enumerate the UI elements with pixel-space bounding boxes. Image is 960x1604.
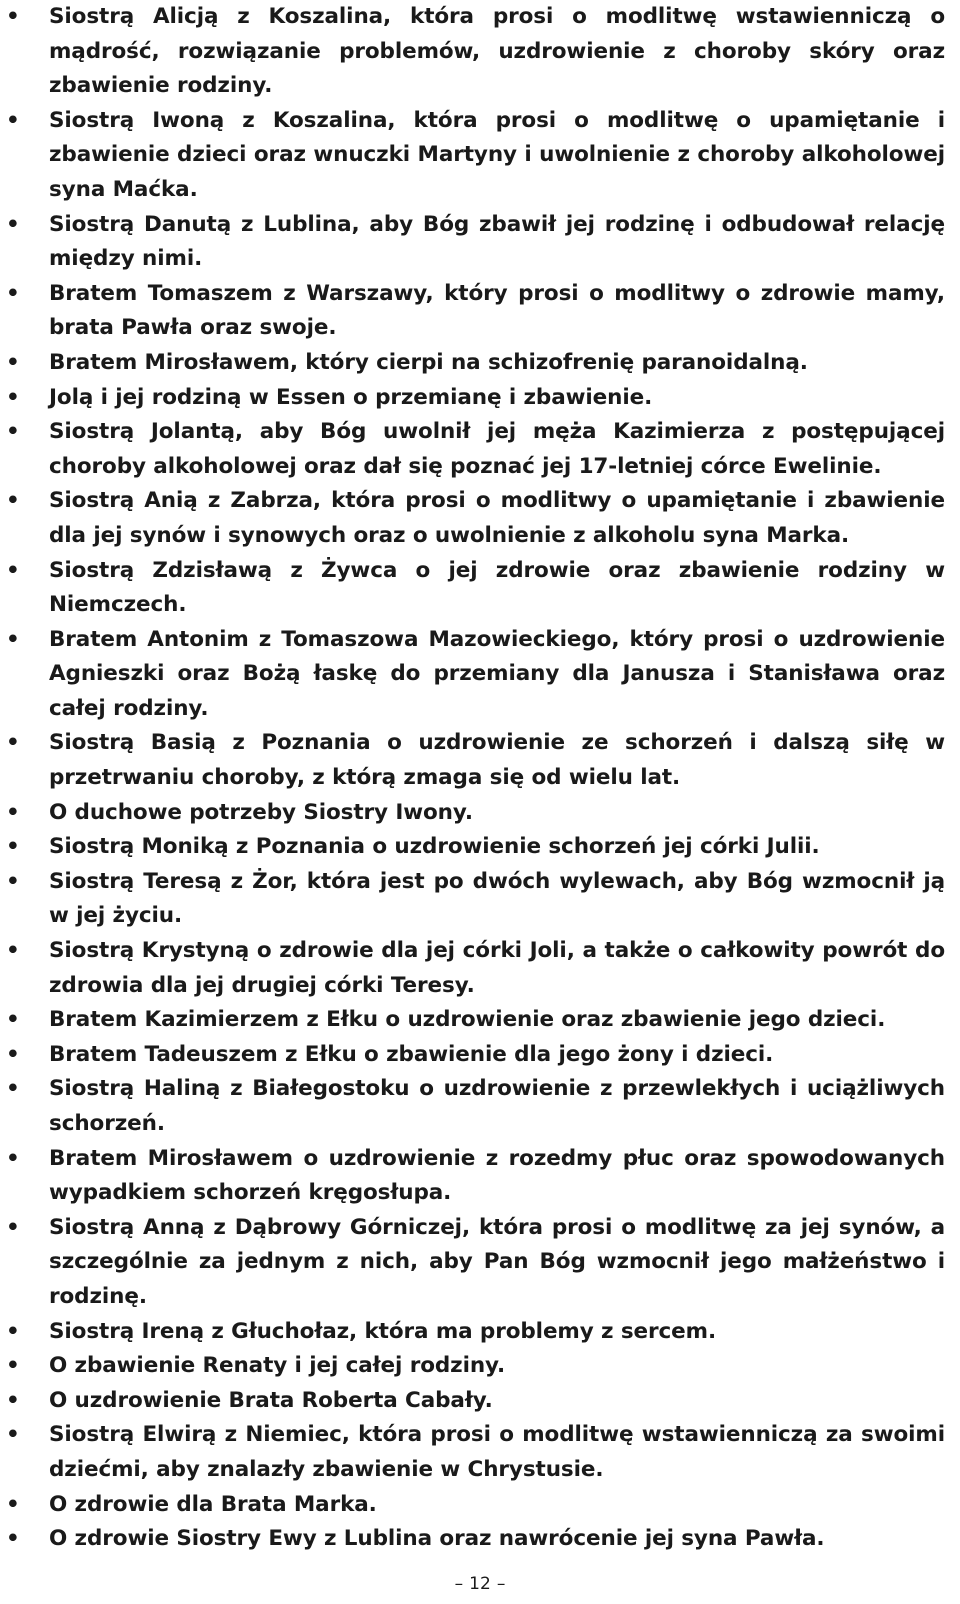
list-item xyxy=(0,830,960,865)
list-item xyxy=(0,796,960,831)
list-item-text: O zbawienie Renaty i jej całej rodziny. xyxy=(49,1353,506,1379)
bullet-icon: • xyxy=(6,626,20,652)
bullet-icon: • xyxy=(6,1353,20,1379)
list-item xyxy=(0,865,960,934)
page-number: 12 xyxy=(469,1574,491,1594)
list-item-text: O duchowe potrzeby Siostry Iwony. xyxy=(49,799,473,825)
list-item xyxy=(0,484,960,553)
list-item-text: Siostrą Krystyną o zdrowie dla jej córki Joli, a także o całkowity powrót do zdrowia dla jej drugiej córki Teresy. xyxy=(49,938,945,998)
list-item-text: Siostrą Haliną z Białegostoku o uzdrowienie z przewlekłych i uciążliwych schorzeń. xyxy=(49,1076,945,1136)
list-item xyxy=(0,1142,960,1211)
list-item-text: Siostrą Anną z Dąbrowy Górniczej, która prosi o modlitwę za jej synów, a szczególnie za jednym z nich, aby Pan Bóg wzmocnił jego małżeństwo i rodzinę. xyxy=(49,1214,945,1309)
bullet-icon: • xyxy=(6,1491,20,1517)
list-item-text: Bratem Antonim z Tomaszowa Mazowieckiego, który prosi o uzdrowienie Agnieszki oraz Bożą łaskę do przemiany dla Janusza i Stanisława oraz całej rodziny. xyxy=(49,626,945,721)
list-item xyxy=(0,346,960,381)
list-item xyxy=(0,1003,960,1038)
list-item xyxy=(0,1384,960,1419)
bullet-icon: • xyxy=(6,1526,20,1552)
list-item xyxy=(0,726,960,795)
list-item xyxy=(0,934,960,1003)
list-item-text: Siostrą Danutą z Lublina, aby Bóg zbawił jej rodzinę i odbudował relację między nimi. xyxy=(49,211,945,272)
list-item xyxy=(0,415,960,484)
list-item-text: O uzdrowienie Brata Roberta Cabały. xyxy=(49,1387,493,1413)
list-item-text: Bratem Tadeuszem z Ełku o zbawienie dla jego żony i dzieci. xyxy=(49,1041,774,1067)
list-item-text: O zdrowie dla Brata Marka. xyxy=(49,1491,377,1517)
list-item-text: Siostrą Jolantą, aby Bóg uwolnił jej męża Kazimierza z postępującej choroby alkoholowej oraz dał się poznać jej 17-letniej córce Ewelinie. xyxy=(49,419,945,479)
list-item-text: Bratem Mirosławem, który cierpi na schizofrenię paranoidalną. xyxy=(49,349,808,375)
list-item-text: Siostrą Alicją z Koszalina, która prosi o modlitwę wstawienniczą o mądrość, rozwiązanie problemów, uzdrowienie z choroby skóry oraz zbawienie rodziny. xyxy=(49,4,945,99)
bullet-icon: • xyxy=(6,557,20,583)
bullet-icon: • xyxy=(6,107,20,133)
list-item-text: Bratem Tomaszem z Warszawy, który prosi o modlitwy o zdrowie mamy, brata Pawła oraz swoje. xyxy=(49,280,945,341)
list-item-text: Bratem Kazimierzem z Ełku o uzdrowienie oraz zbawienie jego dzieci. xyxy=(49,1007,886,1033)
list-item-text: Siostrą Iwoną z Koszalina, która prosi o modlitwę o upamiętanie i zbawienie dzieci oraz wnuczki Martyny i uwolnienie z choroby alkoholowej syna Maćka. xyxy=(49,107,945,202)
bullet-icon: • xyxy=(6,1422,20,1448)
list-item-text: Siostrą Elwirą z Niemiec, która prosi o modlitwę wstawienniczą za swoimi dziećmi, aby znalazły zbawienie w Chrystusie. xyxy=(49,1422,945,1482)
bullet-icon: • xyxy=(6,211,20,237)
list-item-text: Siostrą Basią z Poznania o uzdrowienie ze schorzeń i dalszą siłę w przetrwaniu choroby, z którą zmaga się od wielu lat. xyxy=(49,730,945,791)
list-item xyxy=(0,1488,960,1523)
list-item xyxy=(0,104,960,208)
list-item xyxy=(0,1418,960,1487)
list-item xyxy=(0,1315,960,1350)
bullet-icon: • xyxy=(6,1387,20,1413)
bullet-icon: • xyxy=(6,834,20,860)
bullet-icon: • xyxy=(6,730,20,756)
list-item xyxy=(0,208,960,277)
list-item xyxy=(0,1072,960,1141)
list-item-text: Siostrą Ireną z Głuchołaz, która ma problemy z sercem. xyxy=(49,1318,717,1344)
list-item xyxy=(0,381,960,416)
bullet-icon: • xyxy=(6,1214,20,1240)
footer-dash-left: – xyxy=(454,1574,464,1594)
bullet-icon: • xyxy=(6,4,20,29)
bullet-icon: • xyxy=(6,488,20,514)
list-item xyxy=(0,554,960,623)
bullet-icon: • xyxy=(6,280,20,306)
bullet-icon: • xyxy=(6,384,20,410)
list-item xyxy=(0,0,960,104)
list-item xyxy=(0,1211,960,1315)
bullet-icon: • xyxy=(6,1076,20,1102)
list-item-text: O zdrowie Siostry Ewy z Lublina oraz nawrócenie jej syna Pawła. xyxy=(49,1526,825,1552)
bullet-icon: • xyxy=(6,349,20,375)
bullet-icon: • xyxy=(6,868,20,894)
list-item xyxy=(0,1038,960,1073)
list-item xyxy=(0,277,960,346)
footer-dash-right: – xyxy=(496,1574,506,1594)
page-footer xyxy=(0,1574,960,1594)
list-item-text: Siostrą Teresą z Żor, która jest po dwóch wylewach, aby Bóg wzmocnił ją w jej życiu. xyxy=(49,868,945,929)
list-item-text: Bratem Mirosławem o uzdrowienie z rozedmy płuc oraz spowodowanych wypadkiem schorzeń kręgosłupa. xyxy=(49,1145,945,1206)
list-item-text: Siostrą Anią z Zabrza, która prosi o modlitwy o upamiętanie i zbawienie dla jej synów i synowych oraz o uwolnienie z alkoholu syna Marka. xyxy=(49,488,945,548)
bullet-icon: • xyxy=(6,419,20,445)
list-item xyxy=(0,623,960,727)
list-item-text: Siostrą Zdzisławą z Żywca o jej zdrowie oraz zbawienie rodziny w Niemczech. xyxy=(49,557,945,618)
list-item xyxy=(0,1349,960,1384)
bullet-icon: • xyxy=(6,1145,20,1171)
bullet-icon: • xyxy=(6,1007,20,1033)
bullet-icon: • xyxy=(6,938,20,964)
list-item-text: Siostrą Moniką z Poznania o uzdrowienie schorzeń jej córki Julii. xyxy=(49,834,820,860)
bullet-icon: • xyxy=(6,799,20,825)
list-item-text: Jolą i jej rodziną w Essen o przemianę i zbawienie. xyxy=(49,384,653,410)
bullet-icon: • xyxy=(6,1318,20,1344)
bullet-icon: • xyxy=(6,1041,20,1067)
list-item xyxy=(0,1522,960,1557)
